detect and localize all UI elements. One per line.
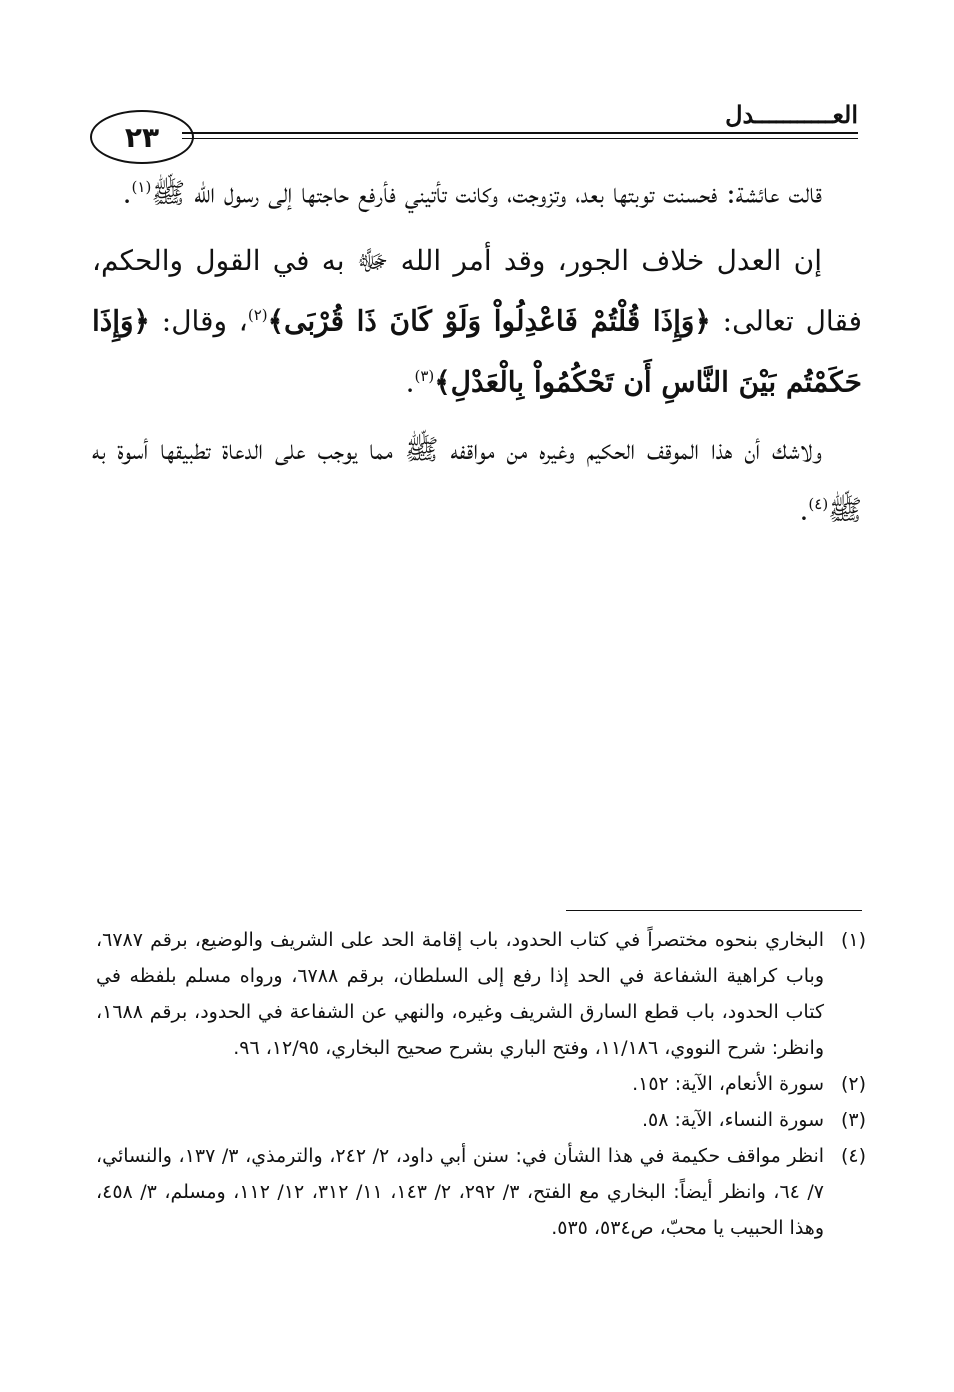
paragraph (92, 160, 862, 220)
header-rule (182, 132, 858, 134)
header-rule-thin (182, 138, 858, 139)
footnotes (96, 922, 866, 1246)
footnote-ref: (٣) (414, 366, 435, 385)
footnote-number: (١) (840, 929, 866, 951)
footnote-text: انظر مواقف حكيمة في هذا الشأن في: سنن أبي داود، ٢/ ٢٤٢، والترمذي، ٣/ ١٣٧، والنسائي، ٧/ ٦٤، وانظر أيضاً: البخاري مع الفتح، ٣/ ٢٩٢، ٢/ ١٤٣، ١١/ ٣١٢، ١٢/ ١١٢، ومسلم، ٣/ ٤٥٨، وهذا الحبيب يا محبّ، ص٥٣٤، ٥٣٥. (96, 1145, 825, 1239)
footnote-number: (٤) (840, 1145, 866, 1167)
punctuation: . (405, 364, 415, 398)
page-number: ٢٣ (90, 110, 194, 164)
footnote-ref: (١) (131, 178, 152, 196)
footnote-text: البخاري بنحوه مختصراً في كتاب الحدود، باب إقامة الحد على الشريف والوضيع، برقم ٦٧٨٧، وباب كراهية الشفاعة في الحد إذا رفع إلى السلطان، برقم ٦٧٨٨، ورواه مسلم بلفظه في كتاب الحدود، باب قطع السارق الشريف وغيره، والنهي عن الشفاعة في الحدود، برقم ١٦٨٨، وانظر: شرح النووي، ١١/١٨٦، وفتح الباري بشرح صحيح البخاري، ١٢/٩٥، ٩٦. (96, 929, 824, 1059)
footnote-ref: (٢) (247, 306, 268, 325)
footnote (96, 922, 866, 1066)
footnote-separator (566, 910, 862, 911)
footnote-number: (٢) (840, 1073, 866, 1095)
footnote-number: (٣) (840, 1109, 866, 1131)
footnote-text: سورة النساء، الآية: ٥٨. (641, 1109, 824, 1131)
paragraph-text: قالت عائشة: فحسنت توبتها بعد، وتزوجت، وكانت تأتيني فأرفع حاجتها إلى رسول الله ﷺ (151, 176, 822, 210)
footnote (96, 1138, 866, 1246)
punctuation: . (799, 493, 809, 527)
punctuation: . (122, 176, 132, 210)
footnote-ref: (٤) (808, 494, 829, 513)
quran-verse: ﴿وَإِذَا حَكَمْتُم بَيْنَ النَّاسِ أَن تَحْكُمُواْ بِالْعَدْلِ﴾ (92, 304, 862, 398)
main-text (92, 160, 862, 551)
footnote-text: سورة الأنعام، الآية: ١٥٢. (632, 1073, 824, 1095)
running-title: العـــــــــــدل (725, 100, 858, 129)
footnote (96, 1066, 866, 1102)
paragraph (92, 234, 862, 409)
footnote (96, 1102, 866, 1138)
quran-verse: ﴿وَإِذَا قُلْتُمْ فَاعْدِلُواْ وَلَوْ كَانَ ذَا قُرْبَى﴾ (267, 304, 711, 338)
paragraph-text: ولاشك أن هذا الموقف الحكيم وغيره من مواقفه ﷺ مما يوجب على الدعاة تطبيقها أسوة به ﷺ (92, 432, 862, 527)
paragraph-text: ، وقال: (149, 304, 248, 338)
paragraph-text: إن العدل خلاف الجور، وقد أمر الله ﷻ به في القول والحكم، فقال تعالى: (92, 244, 862, 338)
paragraph (92, 423, 862, 537)
